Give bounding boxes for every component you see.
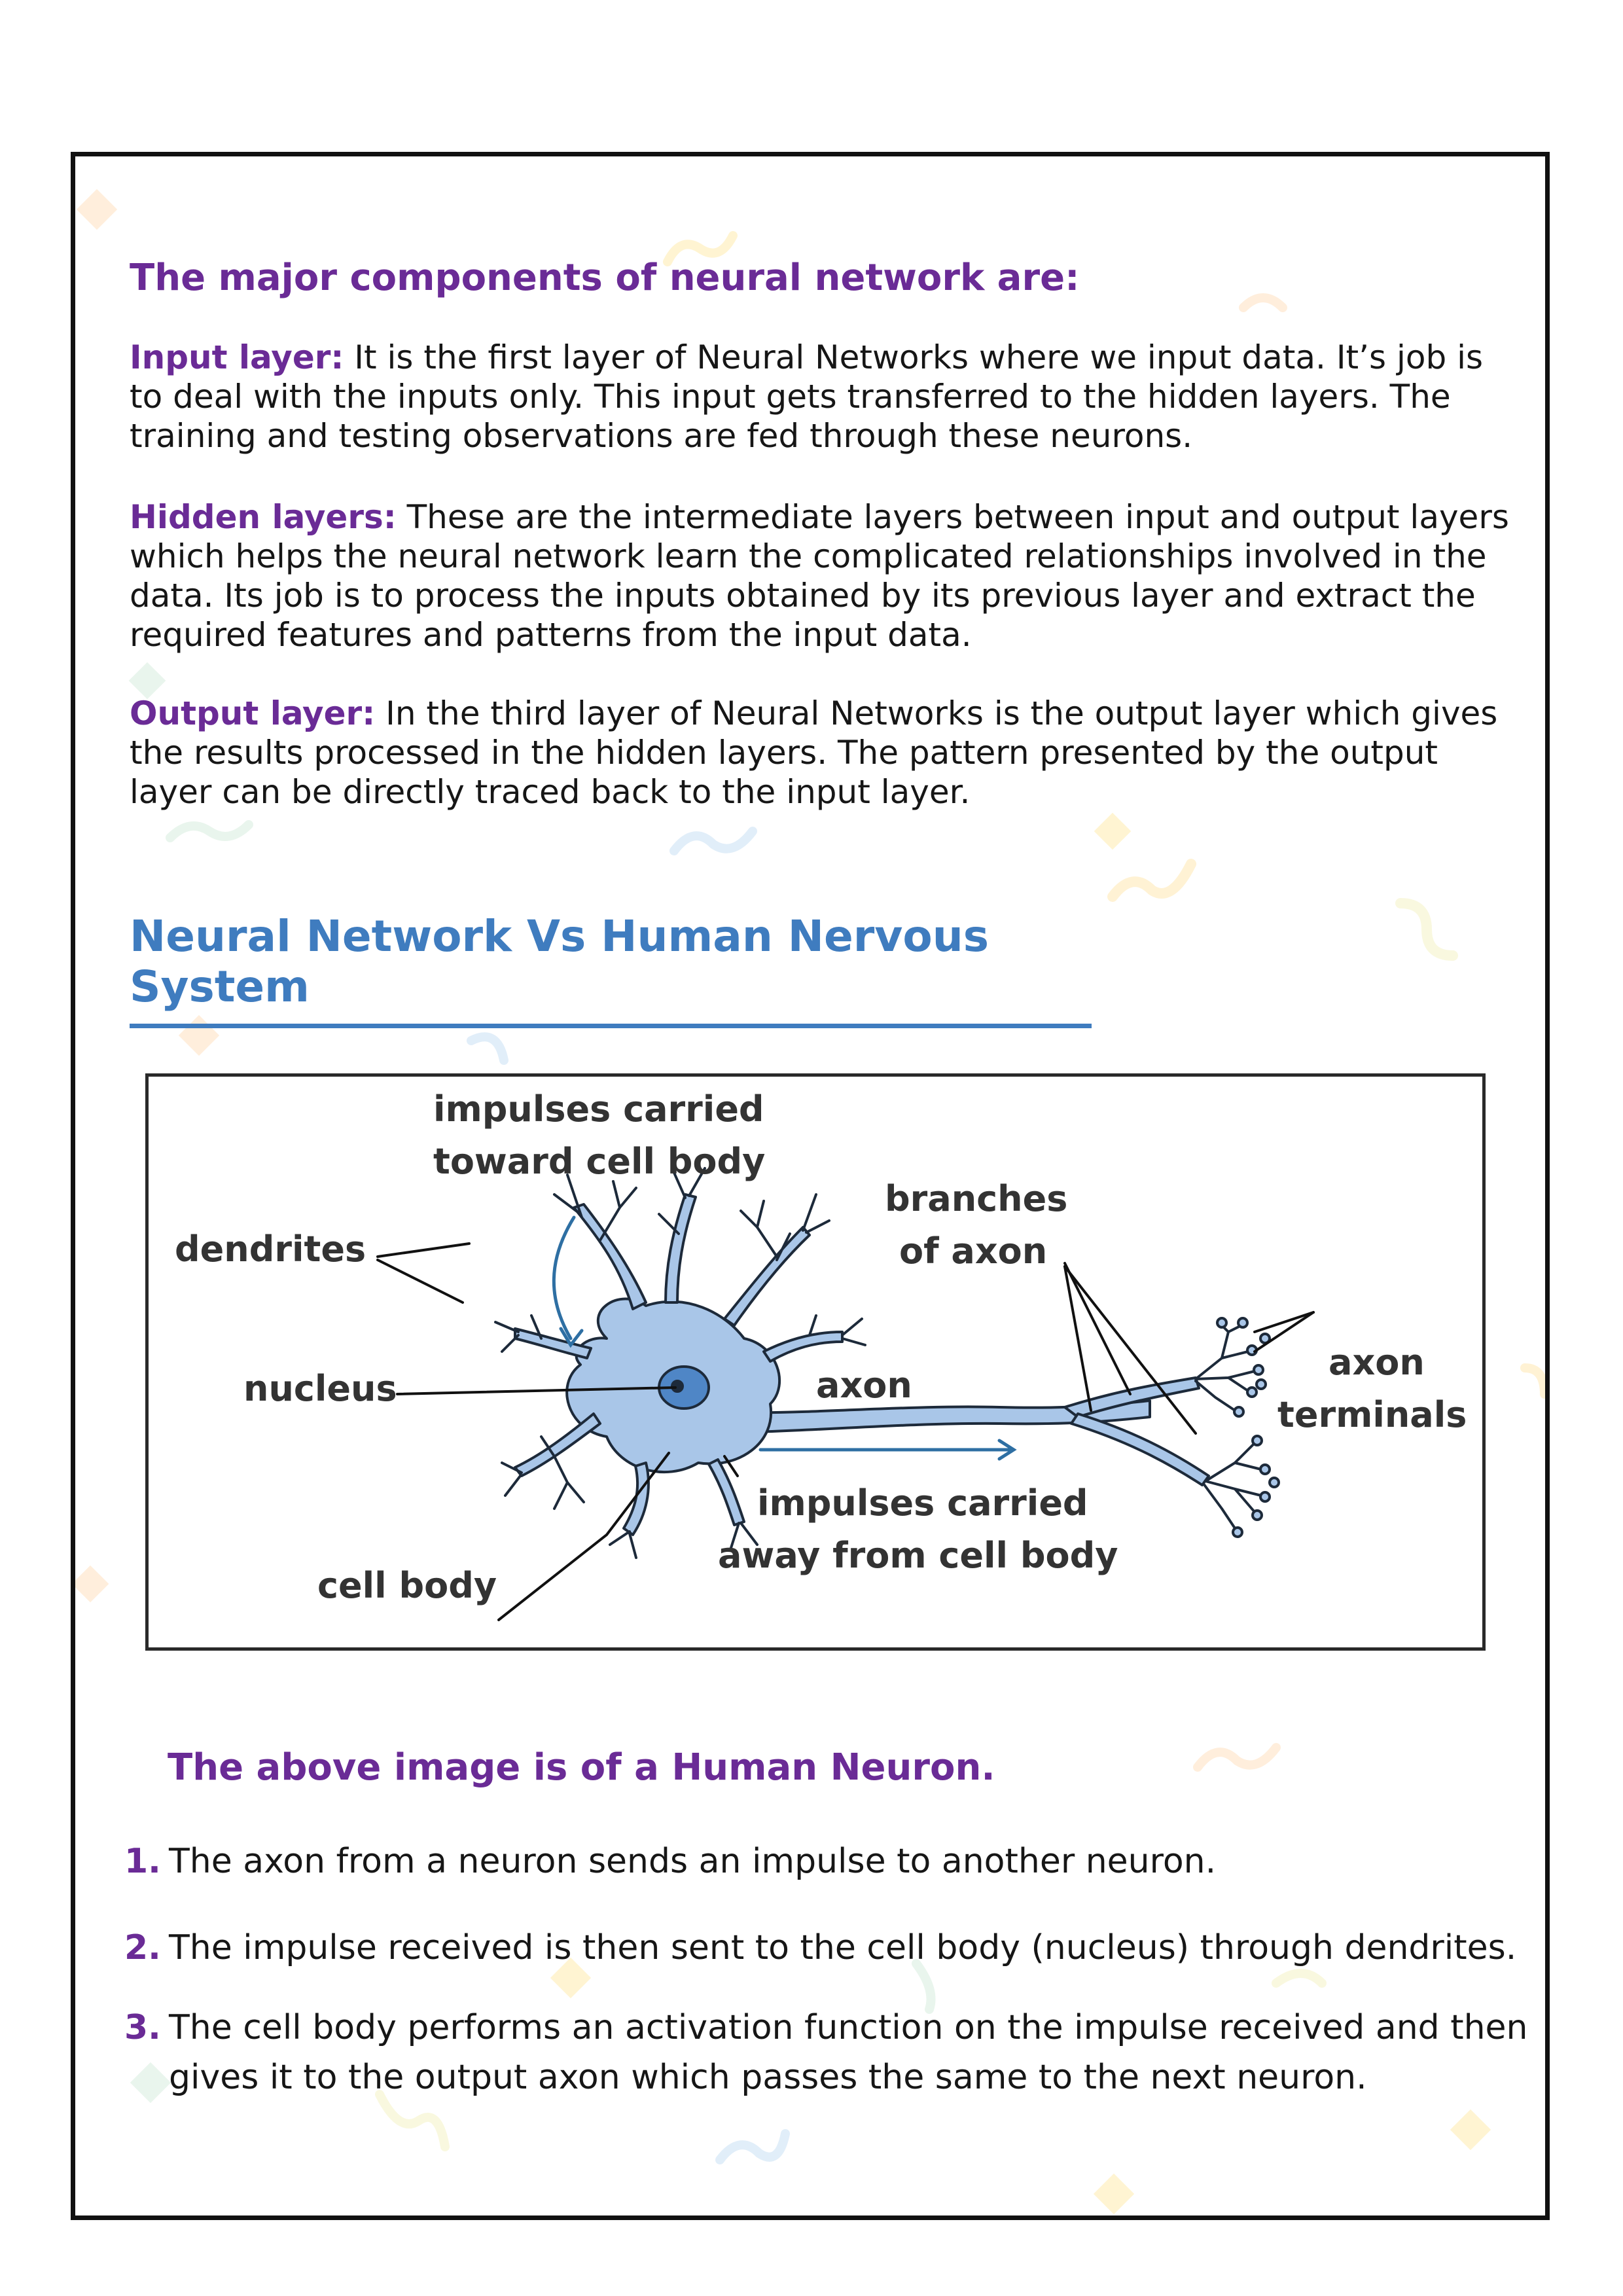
label-axon-terminals-line2: terminals (1277, 1394, 1467, 1435)
list-item (124, 1837, 1538, 1886)
input-layer-label: Input layer: (130, 338, 344, 376)
list-number: 3. (124, 2008, 161, 2047)
components-heading: The major components of neural network are: (130, 257, 1080, 299)
label-dendrites: dendrites (175, 1229, 366, 1270)
label-impulses-toward-line2: toward cell body (433, 1141, 766, 1182)
list-text: The axon from a neuron sends an impulse to another neuron. (169, 1842, 1217, 1881)
list-text: The cell body performs an activation function on the impulse received and then gives it to the output axon which passes the same to the next neuron. (169, 2008, 1528, 2097)
input-layer-paragraph (130, 338, 1524, 456)
label-axon-terminals-line1: axon (1329, 1342, 1425, 1383)
list-item (124, 1923, 1538, 1973)
hidden-layers-text: These are the intermediate layers between input and output layers which helps the neural network learn the complicated relationships involved in the data. Its job is to process the inputs obtained by its previous layer and extract the required features and patterns from the input data. (130, 498, 1509, 654)
label-branches-line1: branches (885, 1178, 1068, 1219)
label-branches-line2: of axon (899, 1230, 1048, 1272)
hidden-layers-label: Hidden layers: (130, 498, 397, 536)
label-cell-body: cell body (317, 1565, 497, 1606)
section-title: Neural Network Vs Human Nervous System (130, 911, 1092, 1028)
label-nucleus: nucleus (243, 1368, 397, 1409)
neuron-steps-list (124, 1837, 1538, 2102)
hidden-layers-paragraph (130, 497, 1524, 655)
list-text: The impulse received is then sent to the cell body (nucleus) through dendrites. (169, 1928, 1517, 1967)
output-layer-label: Output layer: (130, 694, 376, 732)
label-impulses-away-line2: away from cell body (718, 1535, 1118, 1576)
label-axon: axon (816, 1365, 912, 1406)
list-number: 1. (124, 1842, 161, 1881)
output-layer-text: In the third layer of Neural Networks is the output layer which gives the results processed in the hidden layers. The pattern presented by the output layer can be directly traced back to the input layer. (130, 694, 1498, 811)
label-impulses-away-line1: impulses carried (757, 1482, 1088, 1524)
input-layer-text: It is the first layer of Neural Networks where we input data. It’s job is to deal with the inputs only. This input gets transferred to the hidden layers. The training and testing observations are fed through these neurons. (130, 338, 1484, 455)
label-impulses-toward-line1: impulses carried (433, 1088, 764, 1130)
output-layer-paragraph (130, 694, 1524, 812)
list-item (124, 2003, 1538, 2102)
diagram-caption: The above image is of a Human Neuron. (168, 1746, 995, 1789)
neuron-diagram (145, 1073, 1486, 1651)
list-number: 2. (124, 1928, 161, 1967)
neuron-illustration (149, 1077, 1489, 1654)
